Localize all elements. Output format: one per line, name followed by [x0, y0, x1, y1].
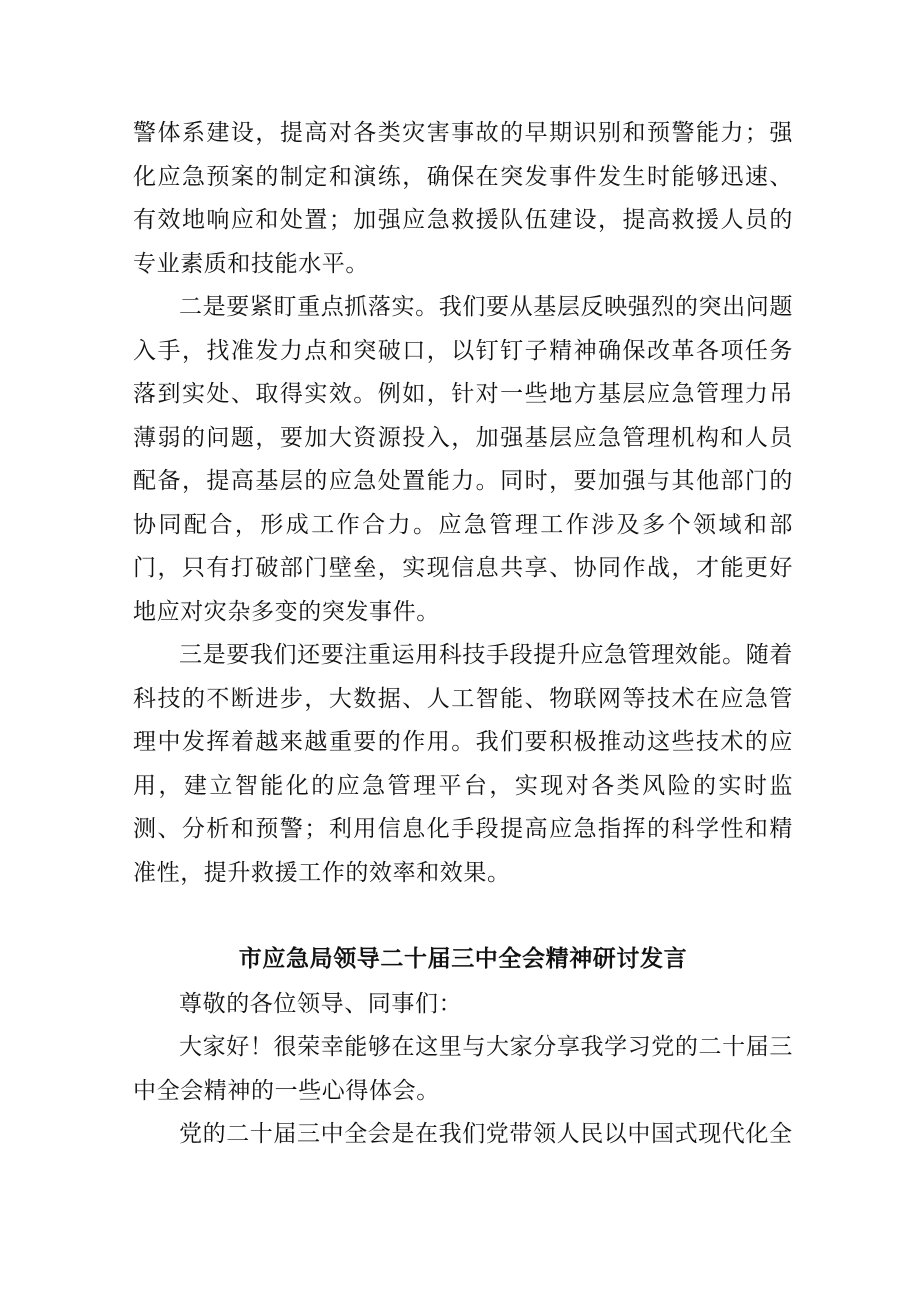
- section-title: 市应急局领导二十届三中全会精神研讨发言: [238, 946, 688, 972]
- paragraph-point-two: 二是要紧盯重点抓落实。我们要从基层反映强烈的突出问题入手，找准发力点和突破口，以钉钉子精神确保改革各项任务落到实处、取得实效。例如，针对一些地方基层应急管理力吊薄弱的问题，要加大资源投入，加强基层应急管理机构和人员配备，提高基层的应急处置能力。同时，要加强与其他部门的协同配合，形成工作合力。应急管理工作涉及多个领域和部门，只有打破部门壁垒，实现信息共享、协同作战，才能更好地应对灾杂多变的突发事件。: [133, 294, 793, 625]
- document-body: [133, 112, 793, 1157]
- paragraph-greeting: 大家好！很荣幸能够在这里与大家分享我学习党的二十届三中全会精神的一些心得体会。: [133, 1034, 793, 1104]
- paragraph-continued: 警体系建设，提高对各类灾害事故的早期识别和预警能力；强化应急预案的制定和演练，确保在突发事件发生时能够迅速、有效地响应和处置；加强应急救援队伍建设，提高救援人员的专业素质和技能水平。: [133, 120, 793, 277]
- paragraph-point-three: 三是要我们还要注重运用科技手段提升应急管理效能。随着科技的不断进步，大数据、人工智能、物联网等技术在应急管理中发挥着越来越重要的作用。我们要积极推动这些技术的应用，建立智能化的应急管理平台，实现对各类风险的实时监测、分析和预警；利用信息化手段提高应急指挥的科学性和精准性，提升救援工作的效率和效果。: [133, 642, 793, 886]
- salutation: 尊敬的各位领导、同事们：: [179, 990, 463, 1017]
- paragraph-intro: 党的二十届三中全会是在我们党带领人民以中国式现代化全: [179, 1121, 793, 1147]
